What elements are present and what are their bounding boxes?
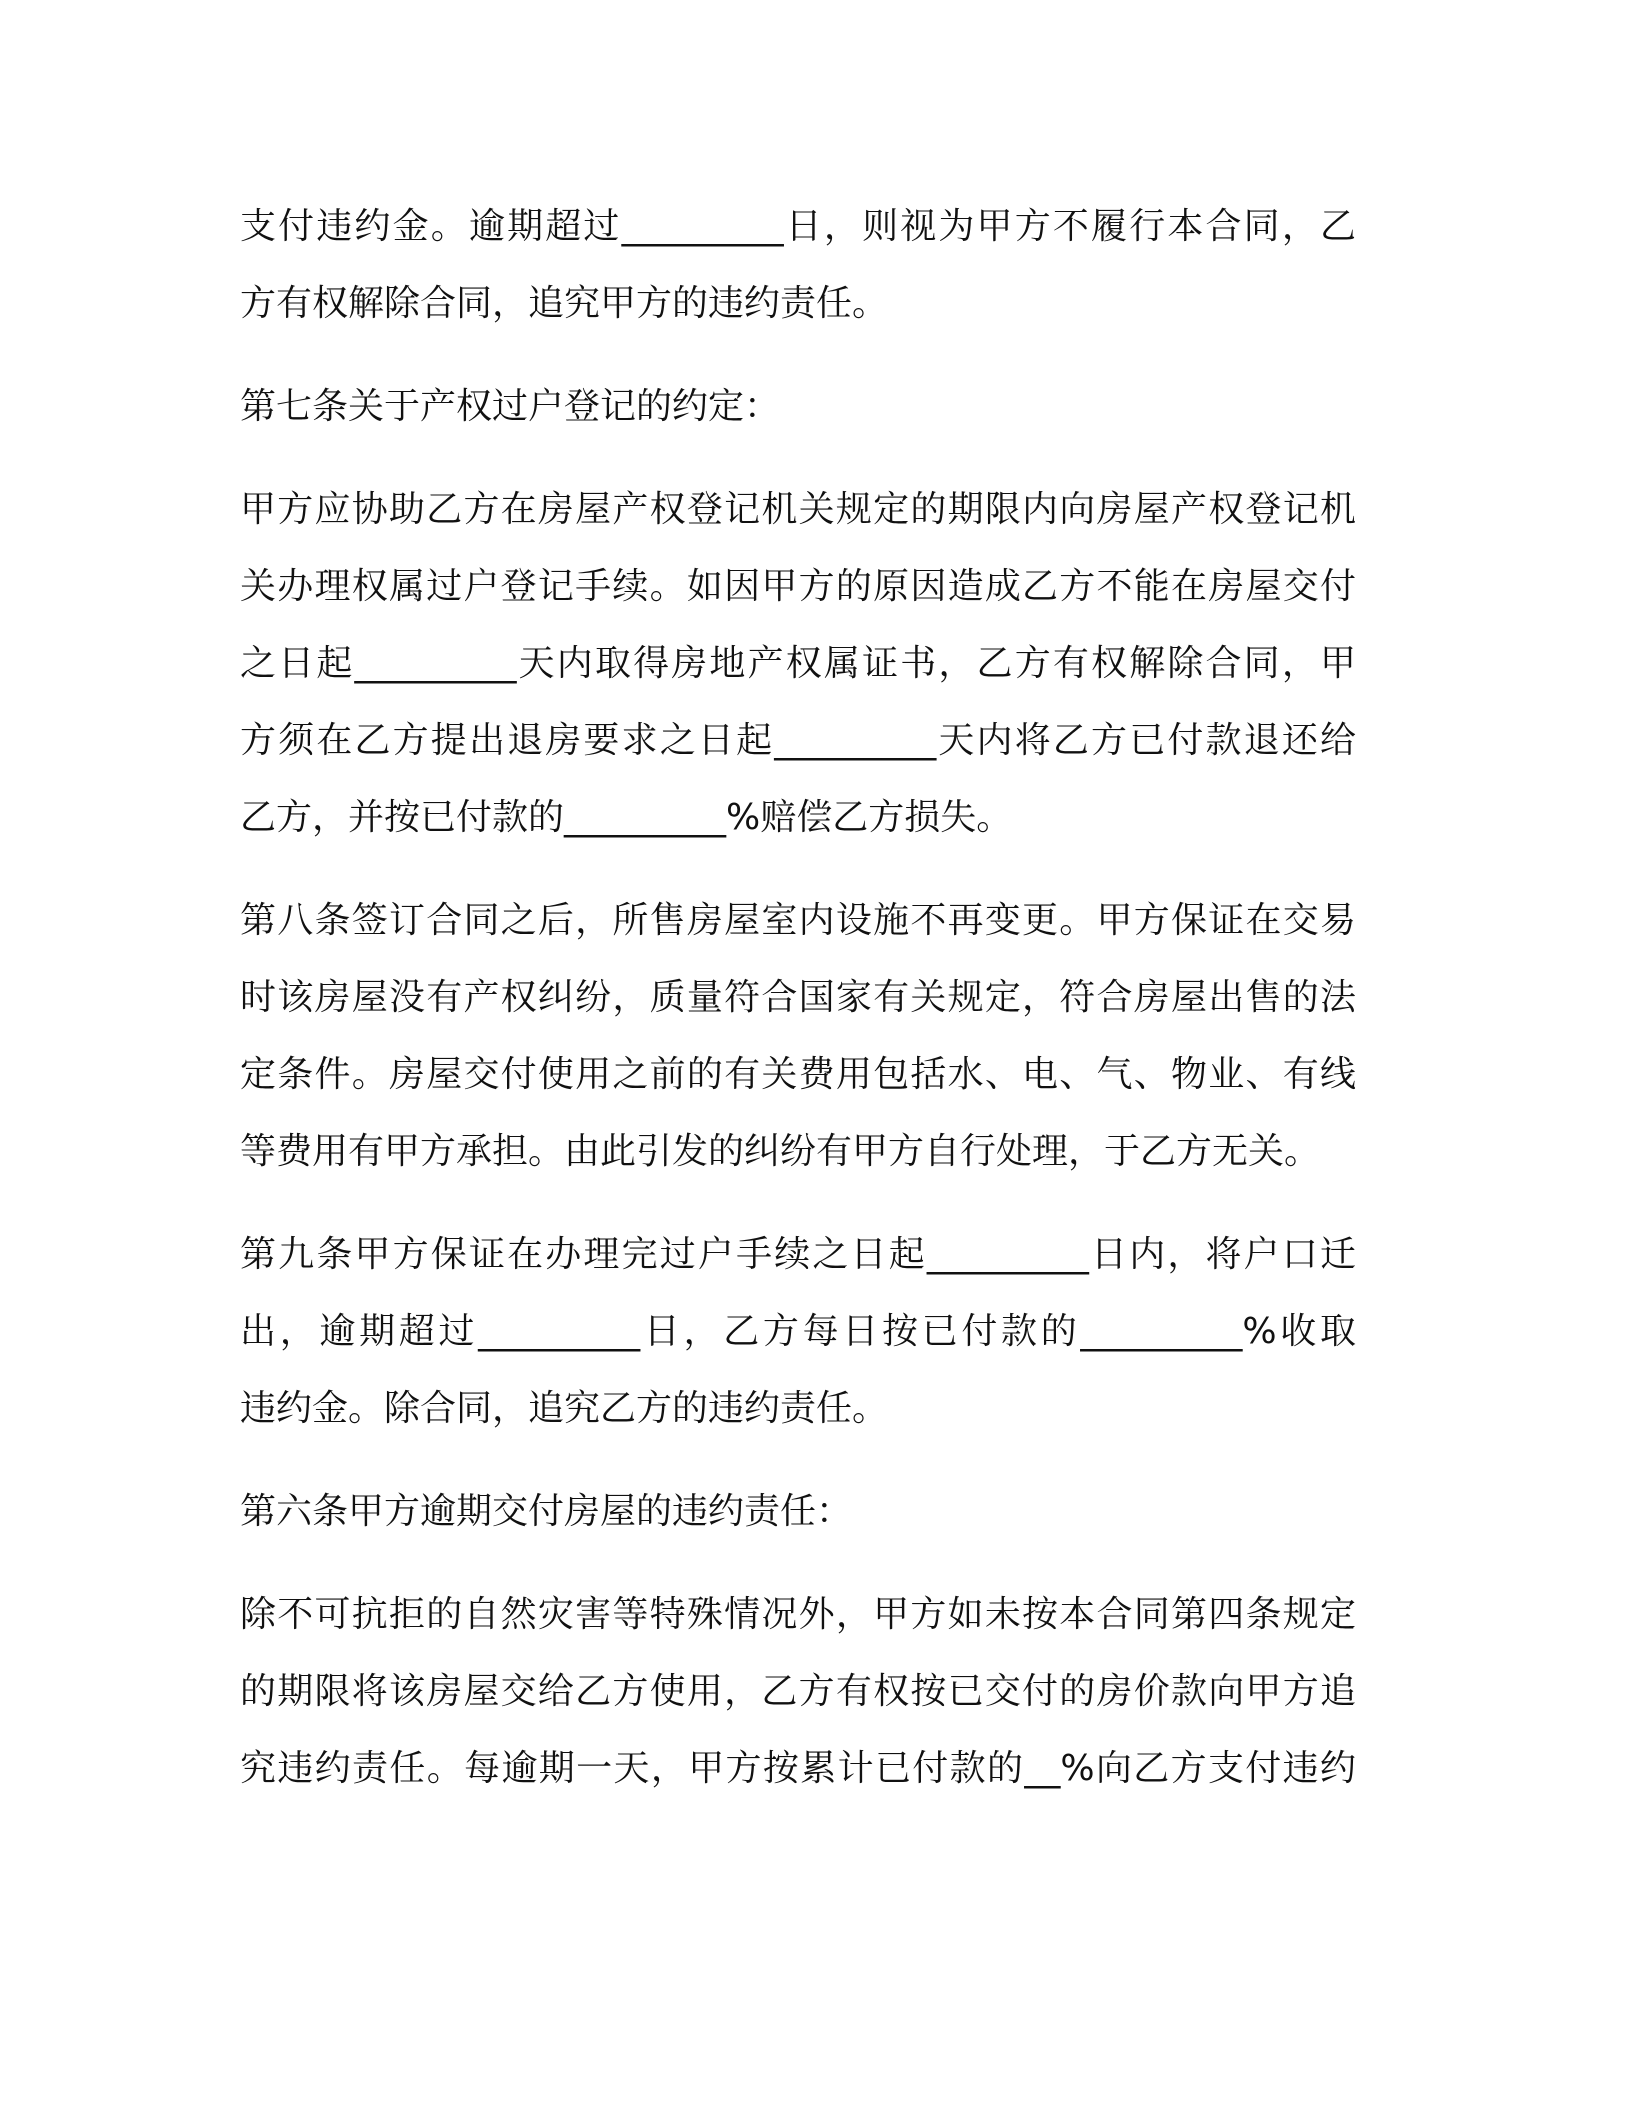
heading-article-six (240, 1473, 1356, 1550)
text-line: 第九条甲方保证在办理完过户手续之日起_________日内，将户口迁 (240, 1234, 1356, 1275)
text-line: 违约金。除合同，追究乙方的违约责任。 (240, 1388, 889, 1429)
paragraph-gap (240, 1550, 1356, 1576)
text-line: 时该房屋没有产权纠纷，质量符合国家有关规定，符合房屋出售的法 (240, 977, 1356, 1018)
paragraph-gap (240, 445, 1356, 471)
text-line: 出，逾期超过_________日，乙方每日按已付款的_________%收取 (240, 1311, 1356, 1352)
paragraph-title-transfer (240, 471, 1356, 856)
text-line: 方有权解除合同，追究甲方的违约责任。 (240, 283, 889, 324)
paragraph-gap (240, 856, 1356, 882)
paragraph-article-eight (240, 882, 1356, 1190)
text-line: 乙方，并按已付款的_________%赔偿乙方损失。 (240, 797, 1013, 838)
paragraph-gap (240, 1190, 1356, 1216)
paragraph-penalty-continuation (240, 188, 1356, 342)
paragraph-article-nine (240, 1216, 1356, 1447)
text-line: 甲方应协助乙方在房屋产权登记机关规定的期限内向房屋产权登记机 (240, 489, 1356, 530)
text-line: 之日起_________天内取得房地产权属证书，乙方有权解除合同，甲 (240, 643, 1356, 684)
document-body (240, 188, 1356, 1807)
text-line: 支付违约金。逾期超过_________日，则视为甲方不履行本合同，乙 (240, 206, 1356, 247)
paragraph-gap (240, 342, 1356, 368)
text-line: 究违约责任。每逾期一天，甲方按累计已付款的__%向乙方支付违约 (240, 1748, 1356, 1789)
text-line: 关办理权属过户登记手续。如因甲方的原因造成乙方不能在房屋交付 (240, 566, 1356, 607)
text-line: 第六条甲方逾期交付房屋的违约责任： (240, 1491, 853, 1532)
text-line: 第八条签订合同之后，所售房屋室内设施不再变更。甲方保证在交易 (240, 900, 1356, 941)
text-line: 除不可抗拒的自然灾害等特殊情况外，甲方如未按本合同第四条规定 (240, 1594, 1356, 1635)
heading-article-seven (240, 368, 1356, 445)
text-line: 的期限将该房屋交给乙方使用，乙方有权按已交付的房价款向甲方追 (240, 1671, 1356, 1712)
text-line: 定条件。房屋交付使用之前的有关费用包括水、电、气、物业、有线 (240, 1054, 1356, 1095)
text-line: 方须在乙方提出退房要求之日起_________天内将乙方已付款退还给 (240, 720, 1356, 761)
paragraph-gap (240, 1447, 1356, 1473)
paragraph-late-delivery (240, 1576, 1356, 1807)
text-line: 第七条关于产权过户登记的约定： (240, 386, 781, 427)
text-line: 等费用有甲方承担。由此引发的纠纷有甲方自行处理，于乙方无关。 (240, 1131, 1321, 1172)
